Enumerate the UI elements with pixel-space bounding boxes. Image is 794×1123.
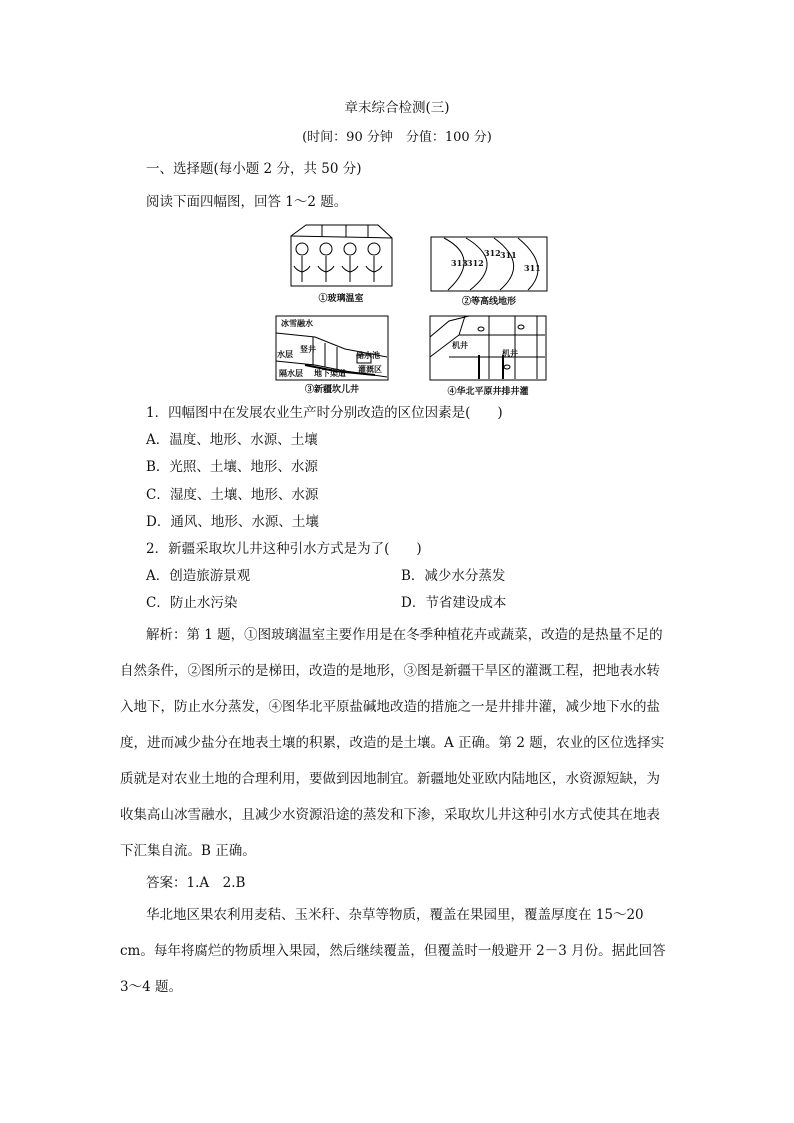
passage-line: 3～4 题。 bbox=[120, 979, 182, 995]
well-label: 机井 bbox=[502, 348, 518, 358]
figure-caption: ③新疆坎儿井 bbox=[304, 385, 359, 395]
answer-line: 答案：1.A 2.B bbox=[146, 875, 246, 891]
karez-label: 储水池 bbox=[356, 350, 380, 360]
contour-label: 311 bbox=[524, 263, 541, 273]
contour-label: 311 bbox=[500, 250, 517, 260]
greenhouse-figure bbox=[288, 222, 394, 288]
karez-label: 灌溉区 bbox=[358, 364, 382, 374]
question-1-option-a: A．温度、地形、水源、土壤 bbox=[146, 432, 318, 448]
analysis-line: 入地下，防止水分蒸发，④图华北平原盐碱地改造的措施之一是井排井灌，减少地下水的盐 bbox=[120, 699, 660, 715]
analysis-paragraph bbox=[120, 617, 676, 869]
question-2-stem: 2．新疆采取坎儿井这种引水方式是为了( ) bbox=[146, 541, 422, 557]
contour-label: 313 bbox=[451, 258, 468, 268]
karez-label: 水层 bbox=[277, 349, 293, 359]
question-2-option-a: A．创造旅游景观 bbox=[146, 568, 251, 584]
section-heading: 一、选择题(每小题 2 分，共 50 分) bbox=[146, 161, 362, 177]
question-2-option-c: C．防止水污染 bbox=[146, 595, 238, 611]
question-1-option-c: C．湿度、土壤、地形、水源 bbox=[146, 487, 319, 503]
question-1-stem: 1．四幅图中在发展农业生产时分别改造的区位因素是( ) bbox=[146, 405, 503, 421]
section-intro: 阅读下面四幅图，回答 1～2 题。 bbox=[146, 194, 348, 210]
figure-caption: ①玻璃温室 bbox=[318, 294, 364, 304]
karez-label: 竖井 bbox=[300, 344, 316, 354]
karez-label: 地下渠道 bbox=[314, 368, 346, 378]
passage-line: cm。每年将腐烂的物质埋入果园，然后继续覆盖，但覆盖时一般避开 2－3 月份。据此回答 bbox=[120, 943, 666, 959]
analysis-line: 下汇集自流。B 正确。 bbox=[120, 843, 256, 859]
karez-label: 冰雪融水 bbox=[281, 318, 313, 328]
contour-label: 312 bbox=[484, 248, 501, 258]
question-2-option-b: B．减少水分蒸发 bbox=[401, 568, 506, 584]
analysis-line: 自然条件，②图所示的是梯田，改造的是地形，③图是新疆干旱区的灌溉工程，把地表水转 bbox=[120, 663, 660, 679]
well-figure bbox=[429, 315, 547, 381]
page-title: 章末综合检测(三) bbox=[344, 100, 450, 116]
page-subtitle: (时间：90 分钟 分值：100 分) bbox=[302, 130, 492, 145]
figure-caption: ④华北平原井排井灌 bbox=[447, 387, 529, 397]
well-label: 机井 bbox=[452, 340, 468, 350]
figure-caption: ②等高线地形 bbox=[461, 297, 516, 307]
analysis-line: 度，进而减少盐分在地表土壤的积累，改造的是土壤。A 正确。第 2 题，农业的区位选择实 bbox=[120, 735, 665, 751]
contour-label: 312 bbox=[467, 258, 484, 268]
question-1-option-d: D．通风、地形、水源、土壤 bbox=[146, 514, 319, 530]
analysis-line: 质就是对农业土地的合理利用，要做到因地制宜。新疆地处亚欧内陆地区，水资源短缺，为 bbox=[120, 771, 660, 787]
analysis-line: 解析：第 1 题，①图玻璃温室主要作用是在冬季种植花卉或蔬菜，改造的是热量不足的 bbox=[146, 627, 663, 643]
analysis-line: 收集高山冰雪融水，且减少水资源沿途的蒸发和下渗，采取坎儿井这种引水方式使其在地表 bbox=[120, 807, 660, 823]
question-2-option-d: D．节省建设成本 bbox=[401, 595, 507, 611]
passage-paragraph bbox=[120, 897, 676, 1005]
karez-label: 隔水层 bbox=[279, 368, 303, 378]
passage-line: 华北地区果农利用麦秸、玉米秆、杂草等物质，覆盖在果园里，覆盖厚度在 15～20 bbox=[146, 907, 644, 923]
question-1-option-b: B．光照、土壤、地形、水源 bbox=[146, 459, 318, 475]
